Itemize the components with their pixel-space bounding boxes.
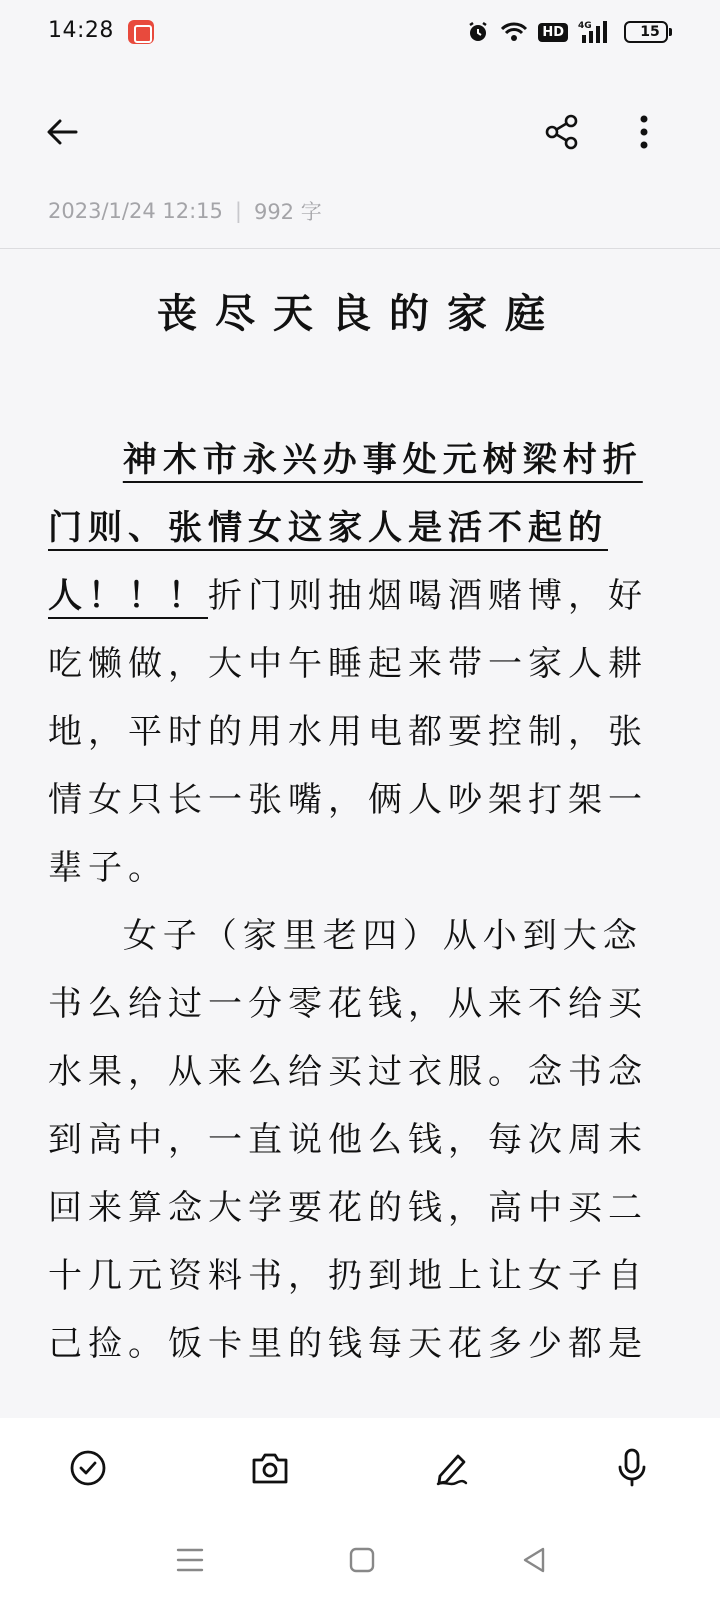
battery-level: 15 [640,24,660,40]
note-body[interactable] [48,426,648,1378]
system-back-button[interactable] [510,1536,558,1584]
check-circle-icon [68,1448,108,1488]
meta-separator: | [234,199,242,223]
app-notification-icon [128,20,154,44]
note-paragraph[interactable]: 女子（家里老四）从小到大念书么给过一分零花钱，从来不给买水果，从来么给买过衣服。念书念到高中，一直说他么钱，每次周末回来算念大学要花的钱，高中买二十几元资料书，扔到地上让女子自己捡。饭卡里的钱每天花多少都是 [48,916,648,1364]
note-title[interactable]: 丧尽天良的家庭 [157,290,563,337]
voice-input-button[interactable] [604,1440,660,1496]
more-options-button[interactable] [616,104,672,160]
camera-icon [249,1448,291,1488]
home-icon [348,1546,376,1574]
network-type-label: 4G [578,21,592,31]
bottom-toolbar [0,1418,720,1518]
status-time: 14:28 [48,18,114,43]
note-paragraph[interactable] [48,426,648,902]
camera-button[interactable] [242,1440,298,1496]
microphone-icon [614,1447,650,1489]
back-arrow-icon [42,112,82,152]
recent-apps-button[interactable] [166,1536,214,1584]
hd-icon: HD [538,23,568,42]
word-count: 992 字 [253,200,322,224]
system-nav-bar [0,1518,720,1600]
note-date: 2023/1/24 12:15 [48,199,223,223]
menu-icon [176,1547,204,1573]
note-toolbar [0,96,720,168]
home-button[interactable] [338,1536,386,1584]
share-icon [543,113,581,151]
battery-icon [624,21,668,43]
back-triangle-icon [520,1546,548,1574]
back-button[interactable] [34,104,90,160]
signal-icon [578,19,614,45]
pen-icon [432,1448,472,1488]
paragraph-text: 折门则抽烟喝酒赌博，好吃懒做，大中午睡起来带一家人耕地，平时的用水用电都要控制，张情女只长一张嘴，俩人吵架打架一辈子。 [48,576,648,888]
lead-text: 神木市永兴办事处元树梁村折门则、张情女这家人是活不起的人！！！ [48,440,643,616]
handwriting-button[interactable] [424,1440,480,1496]
wifi-icon [500,21,528,43]
more-vertical-icon [638,114,650,150]
note-meta [48,196,322,226]
divider [0,248,720,249]
share-button[interactable] [534,104,590,160]
alarm-icon [466,20,490,44]
checklist-button[interactable] [60,1440,116,1496]
status-bar [0,0,720,64]
status-icons [466,18,668,46]
